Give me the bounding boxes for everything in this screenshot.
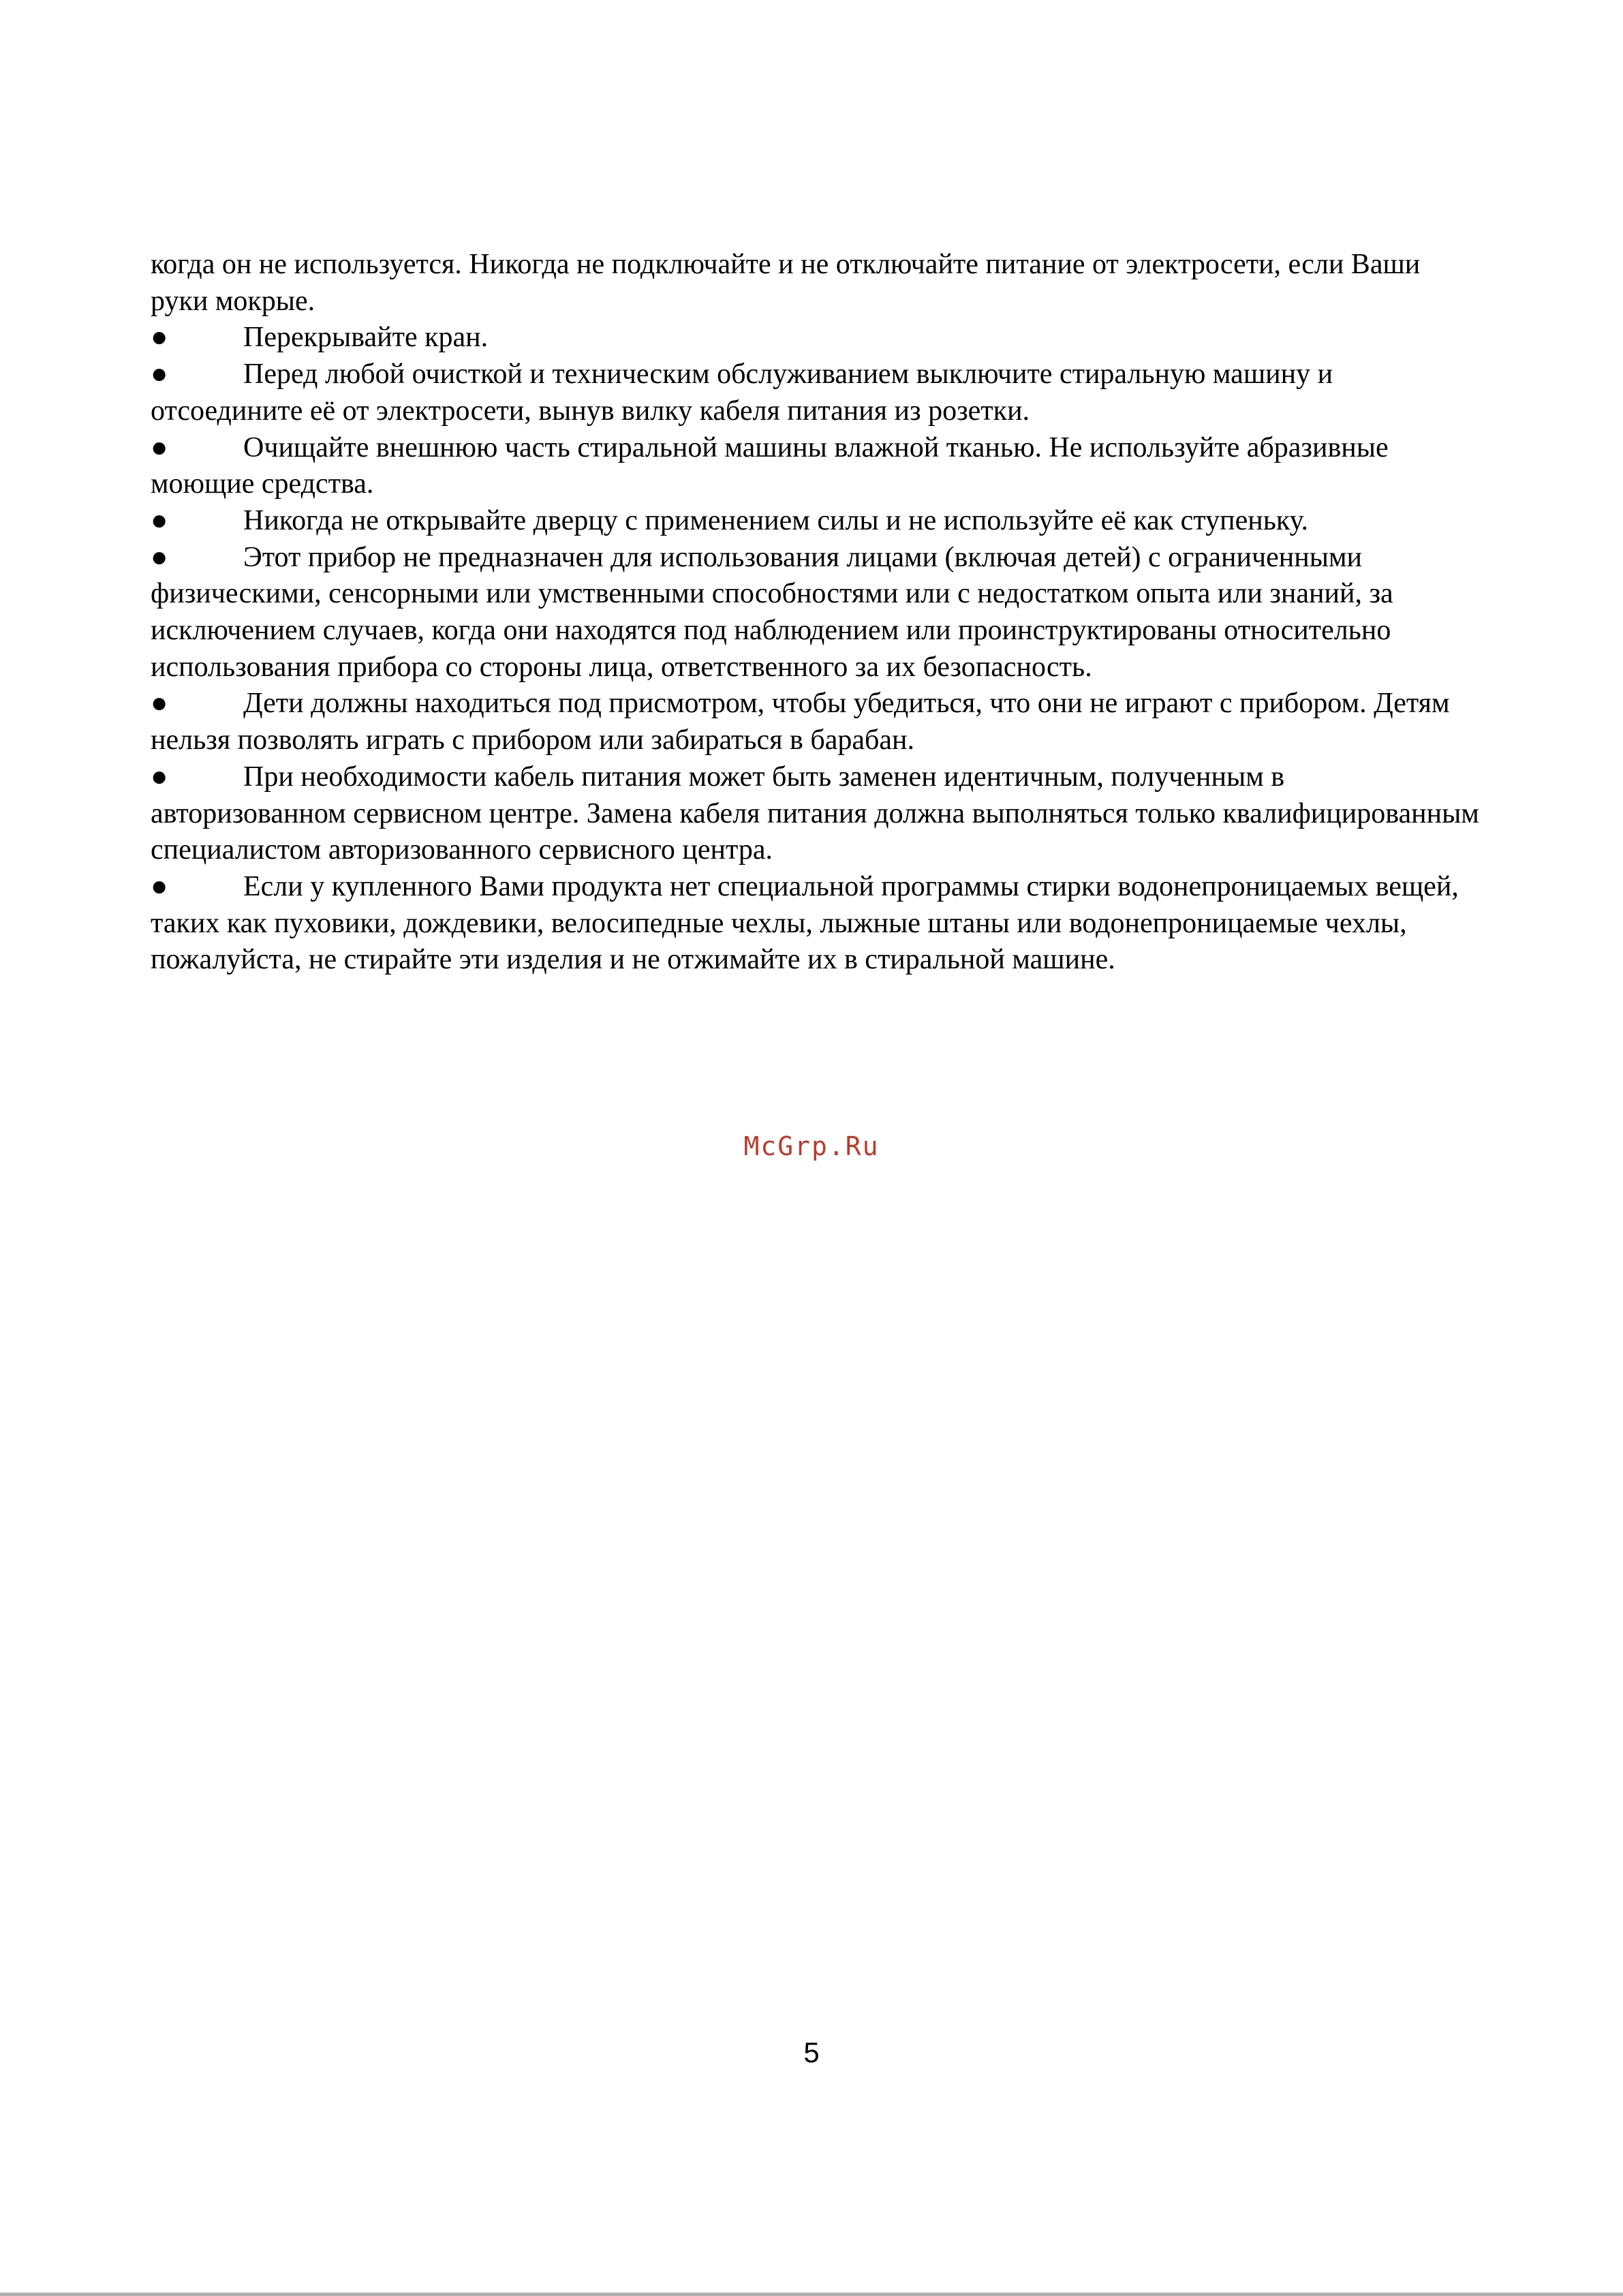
list-item (151, 430, 1479, 503)
bullet-icon: ● (151, 322, 168, 354)
bullet-icon: ● (151, 358, 168, 391)
bullet-icon: ● (151, 541, 168, 573)
list-item-text: При необходимости кабель питания может быть заменен идентичным, полученным в авторизованном сервисном центре. Замена кабеля питания должна выполняться только квалифицированным специалистом авторизованного сервисного центра. (151, 761, 1479, 866)
bullet-icon: ● (151, 431, 168, 463)
bullet-icon: ● (151, 870, 168, 902)
list-item-text: Этот прибор не предназначен для использования лицами (включая детей) с ограниченными физическими, сенсорными или умственными способностями или с недостатком опыта или знаний, за исключением случаев, когда они находятся под наблюдением или проинструктированы относительно использования прибора со стороны лица, ответственного за их безопасность. (151, 541, 1393, 683)
list-item (151, 503, 1479, 540)
list-item-text: Никогда не открывайте дверцу с применением силы и не используйте её как ступеньку. (243, 504, 1308, 536)
intro-paragraph: когда он не используется. Никогда не подключайте и не отключайте питание от электросети, если Ваши руки мокрые. (151, 249, 1421, 317)
body-text (151, 247, 1479, 979)
list-item (151, 320, 1479, 356)
list-item-text: Перекрывайте кран. (243, 322, 489, 354)
list-item (151, 759, 1479, 869)
list-item (151, 686, 1479, 759)
list-item-text: Очищайте внешнюю часть стиральной машины влажной тканью. Не используйте абразивные моющие средства. (151, 431, 1389, 500)
watermark-link[interactable]: McGrp.Ru (743, 1131, 880, 1161)
bullet-icon: ● (151, 761, 168, 793)
bullet-icon: ● (151, 688, 168, 720)
list-item-text: Если у купленного Вами продукта нет специальной программы стирки водонепроницаемых вещей, таких как пуховики, дождевики, велосипедные чехлы, лыжные штаны или водонепроницаемые чехлы, пожалуйста, не стирайте эти изделия и не отжимайте их в стиральной машине. (151, 870, 1459, 976)
list-item (151, 869, 1479, 979)
list-item (151, 540, 1479, 686)
list-item (151, 356, 1479, 429)
list-item-text: Перед любой очисткой и техническим обслуживанием выключите стиральную машину и отсоедините её от электросети, вынув вилку кабеля питания из розетки. (151, 358, 1333, 427)
page-bottom-divider (0, 2293, 1623, 2296)
bullet-icon: ● (151, 504, 168, 536)
page-number: 5 (803, 2036, 820, 2068)
list-item-text: Дети должны находиться под присмотром, чтобы убедиться, что они не играют с прибором. Детям нельзя позволять играть с прибором или забираться в барабан. (151, 688, 1450, 756)
